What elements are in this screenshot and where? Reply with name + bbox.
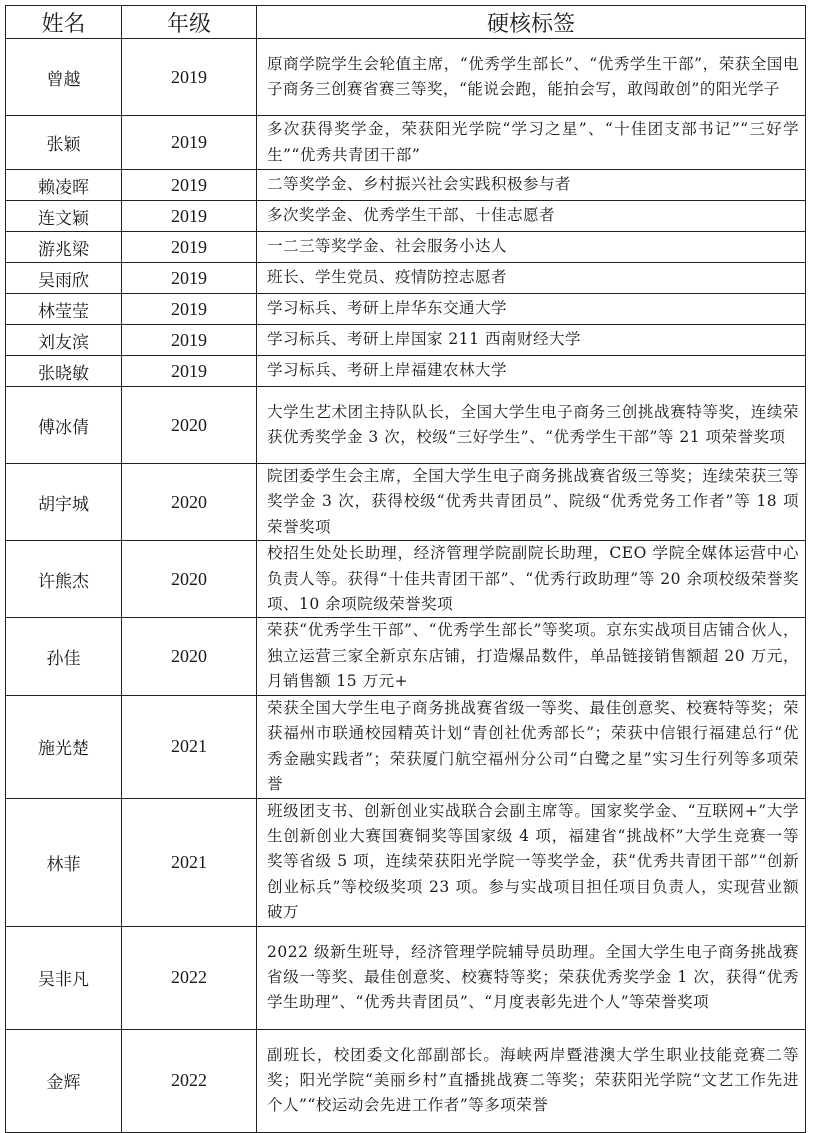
student-tags: 荣获全国大学生电子商务挑战赛省级一等奖、最佳创意奖、校赛特等奖；荣获福州市联通校园精英计划“青创社优秀部长”；荣获中信银行福建总行“优秀金融实践者”；荣获厦门航空福州分公司“白鹭之星”实习生行列等多项荣誉 — [257, 695, 806, 798]
student-tags: 学习标兵、考研上岸国家 211 西南财经大学 — [257, 325, 806, 356]
student-grade: 2019 — [122, 325, 257, 356]
table-row — [6, 926, 806, 1029]
header-grade: 年级 — [122, 6, 257, 39]
student-tags: 荣获“优秀学生干部”、“优秀学生部长”等奖项。京东实战项目店铺合伙人，独立运营三家全新京东店铺，打造爆品数件，单品链接销售额超 20 万元，月销售额 15 万元+ — [257, 618, 806, 695]
student-grade: 2020 — [122, 464, 257, 541]
student-tags: 班级团支书、创新创业实战联合会副主席等。国家奖学金、“互联网+”大学生创新创业大赛国赛铜奖等国家级 4 项，福建省“挑战杯”大学生竞赛一等奖等省级 5 项，连续荣获阳光学院一等奖学金，获“优秀共青团干部”“创新创业标兵”等校级奖项 23 项。参与实战项目担任项目负责人，实现营业额破万 — [257, 798, 806, 926]
student-name: 林莹莹 — [6, 294, 122, 325]
student-grade: 2019 — [122, 201, 257, 232]
student-grade: 2020 — [122, 541, 257, 618]
table-row — [6, 39, 806, 116]
student-name: 赖凌晖 — [6, 170, 122, 201]
table-row — [6, 618, 806, 695]
table-row — [6, 170, 806, 201]
student-tags: 大学生艺术团主持队队长，全国大学生电子商务三创挑战赛特等奖，连续荣获优秀奖学金 3 次，校级“三好学生”、“优秀学生干部”等 21 项荣誉奖项 — [257, 387, 806, 464]
table-row — [6, 798, 806, 926]
student-grade: 2019 — [122, 356, 257, 387]
student-name: 吴非凡 — [6, 926, 122, 1029]
student-tags: 二等奖学金、乡村振兴社会实践积极参与者 — [257, 170, 806, 201]
student-tags: 副班长，校团委文化部副部长。海峡两岸暨港澳大学生职业技能竞赛二等奖；阳光学院“美丽乡村”直播挑战赛二等奖；荣获阳光学院“文艺工作先进个人”“校运动会先进工作者”等多项荣誉 — [257, 1029, 806, 1132]
student-tags: 校招生处处长助理，经济管理学院副院长助理，CEO 学院全媒体运营中心负责人等。获得“十佳共青团干部”、“优秀行政助理”等 20 余项校级荣誉奖项、10 余项院级荣誉奖项 — [257, 541, 806, 618]
header-tags: 硬核标签 — [257, 6, 806, 39]
student-name: 金辉 — [6, 1029, 122, 1132]
header-row — [6, 6, 806, 39]
student-name: 许熊杰 — [6, 541, 122, 618]
student-tags: 学习标兵、考研上岸福建农林大学 — [257, 356, 806, 387]
student-grade: 2019 — [122, 263, 257, 294]
honors-table — [5, 5, 806, 1133]
student-tags: 多次获得奖学金，荣获阳光学院“学习之星”、“十佳团支部书记”“三好学生”“优秀共青团干部” — [257, 116, 806, 170]
header-name: 姓名 — [6, 6, 122, 39]
student-grade: 2022 — [122, 1029, 257, 1132]
table-row — [6, 232, 806, 263]
table-row — [6, 294, 806, 325]
student-name: 林菲 — [6, 798, 122, 926]
student-name: 刘友滨 — [6, 325, 122, 356]
student-name: 连文颖 — [6, 201, 122, 232]
table-row — [6, 695, 806, 798]
student-name: 游兆梁 — [6, 232, 122, 263]
student-grade: 2019 — [122, 39, 257, 116]
table-row — [6, 464, 806, 541]
student-name: 孙佳 — [6, 618, 122, 695]
student-tags: 原商学院学生会轮值主席，“优秀学生部长”、“优秀学生干部”，荣获全国电子商务三创赛省赛三等奖，“能说会跑，能拍会写，敢闯敢创”的阳光学子 — [257, 39, 806, 116]
student-name: 傅冰倩 — [6, 387, 122, 464]
student-tags: 2022 级新生班导，经济管理学院辅导员助理。全国大学生电子商务挑战赛省级一等奖、最佳创意奖、校赛特等奖；荣获优秀奖学金 1 次，获得“优秀学生助理”、“优秀共青团员”、“月度表彰先进个人”等荣誉奖项 — [257, 926, 806, 1029]
table-row — [6, 116, 806, 170]
table-row — [6, 325, 806, 356]
student-tags: 学习标兵、考研上岸华东交通大学 — [257, 294, 806, 325]
table-row — [6, 387, 806, 464]
student-grade: 2022 — [122, 926, 257, 1029]
student-grade: 2019 — [122, 232, 257, 263]
student-name: 施光楚 — [6, 695, 122, 798]
table-row — [6, 201, 806, 232]
student-grade: 2019 — [122, 294, 257, 325]
student-grade: 2021 — [122, 798, 257, 926]
student-grade: 2020 — [122, 618, 257, 695]
student-grade: 2021 — [122, 695, 257, 798]
student-tags: 一二三等奖学金、社会服务小达人 — [257, 232, 806, 263]
student-name: 吴雨欣 — [6, 263, 122, 294]
student-tags: 班长、学生党员、疫情防控志愿者 — [257, 263, 806, 294]
table-row — [6, 263, 806, 294]
student-grade: 2019 — [122, 170, 257, 201]
student-tags: 院团委学生会主席，全国大学生电子商务挑战赛省级三等奖；连续荣获三等奖学金 3 次，获得校级“优秀共青团员”、院级“优秀党务工作者”等 18 项荣誉奖项 — [257, 464, 806, 541]
student-name: 胡宇城 — [6, 464, 122, 541]
student-name: 张晓敏 — [6, 356, 122, 387]
table-row — [6, 356, 806, 387]
student-name: 曾越 — [6, 39, 122, 116]
table-row — [6, 541, 806, 618]
student-grade: 2020 — [122, 387, 257, 464]
table-row — [6, 1029, 806, 1132]
student-grade: 2019 — [122, 116, 257, 170]
student-tags: 多次奖学金、优秀学生干部、十佳志愿者 — [257, 201, 806, 232]
student-name: 张颖 — [6, 116, 122, 170]
